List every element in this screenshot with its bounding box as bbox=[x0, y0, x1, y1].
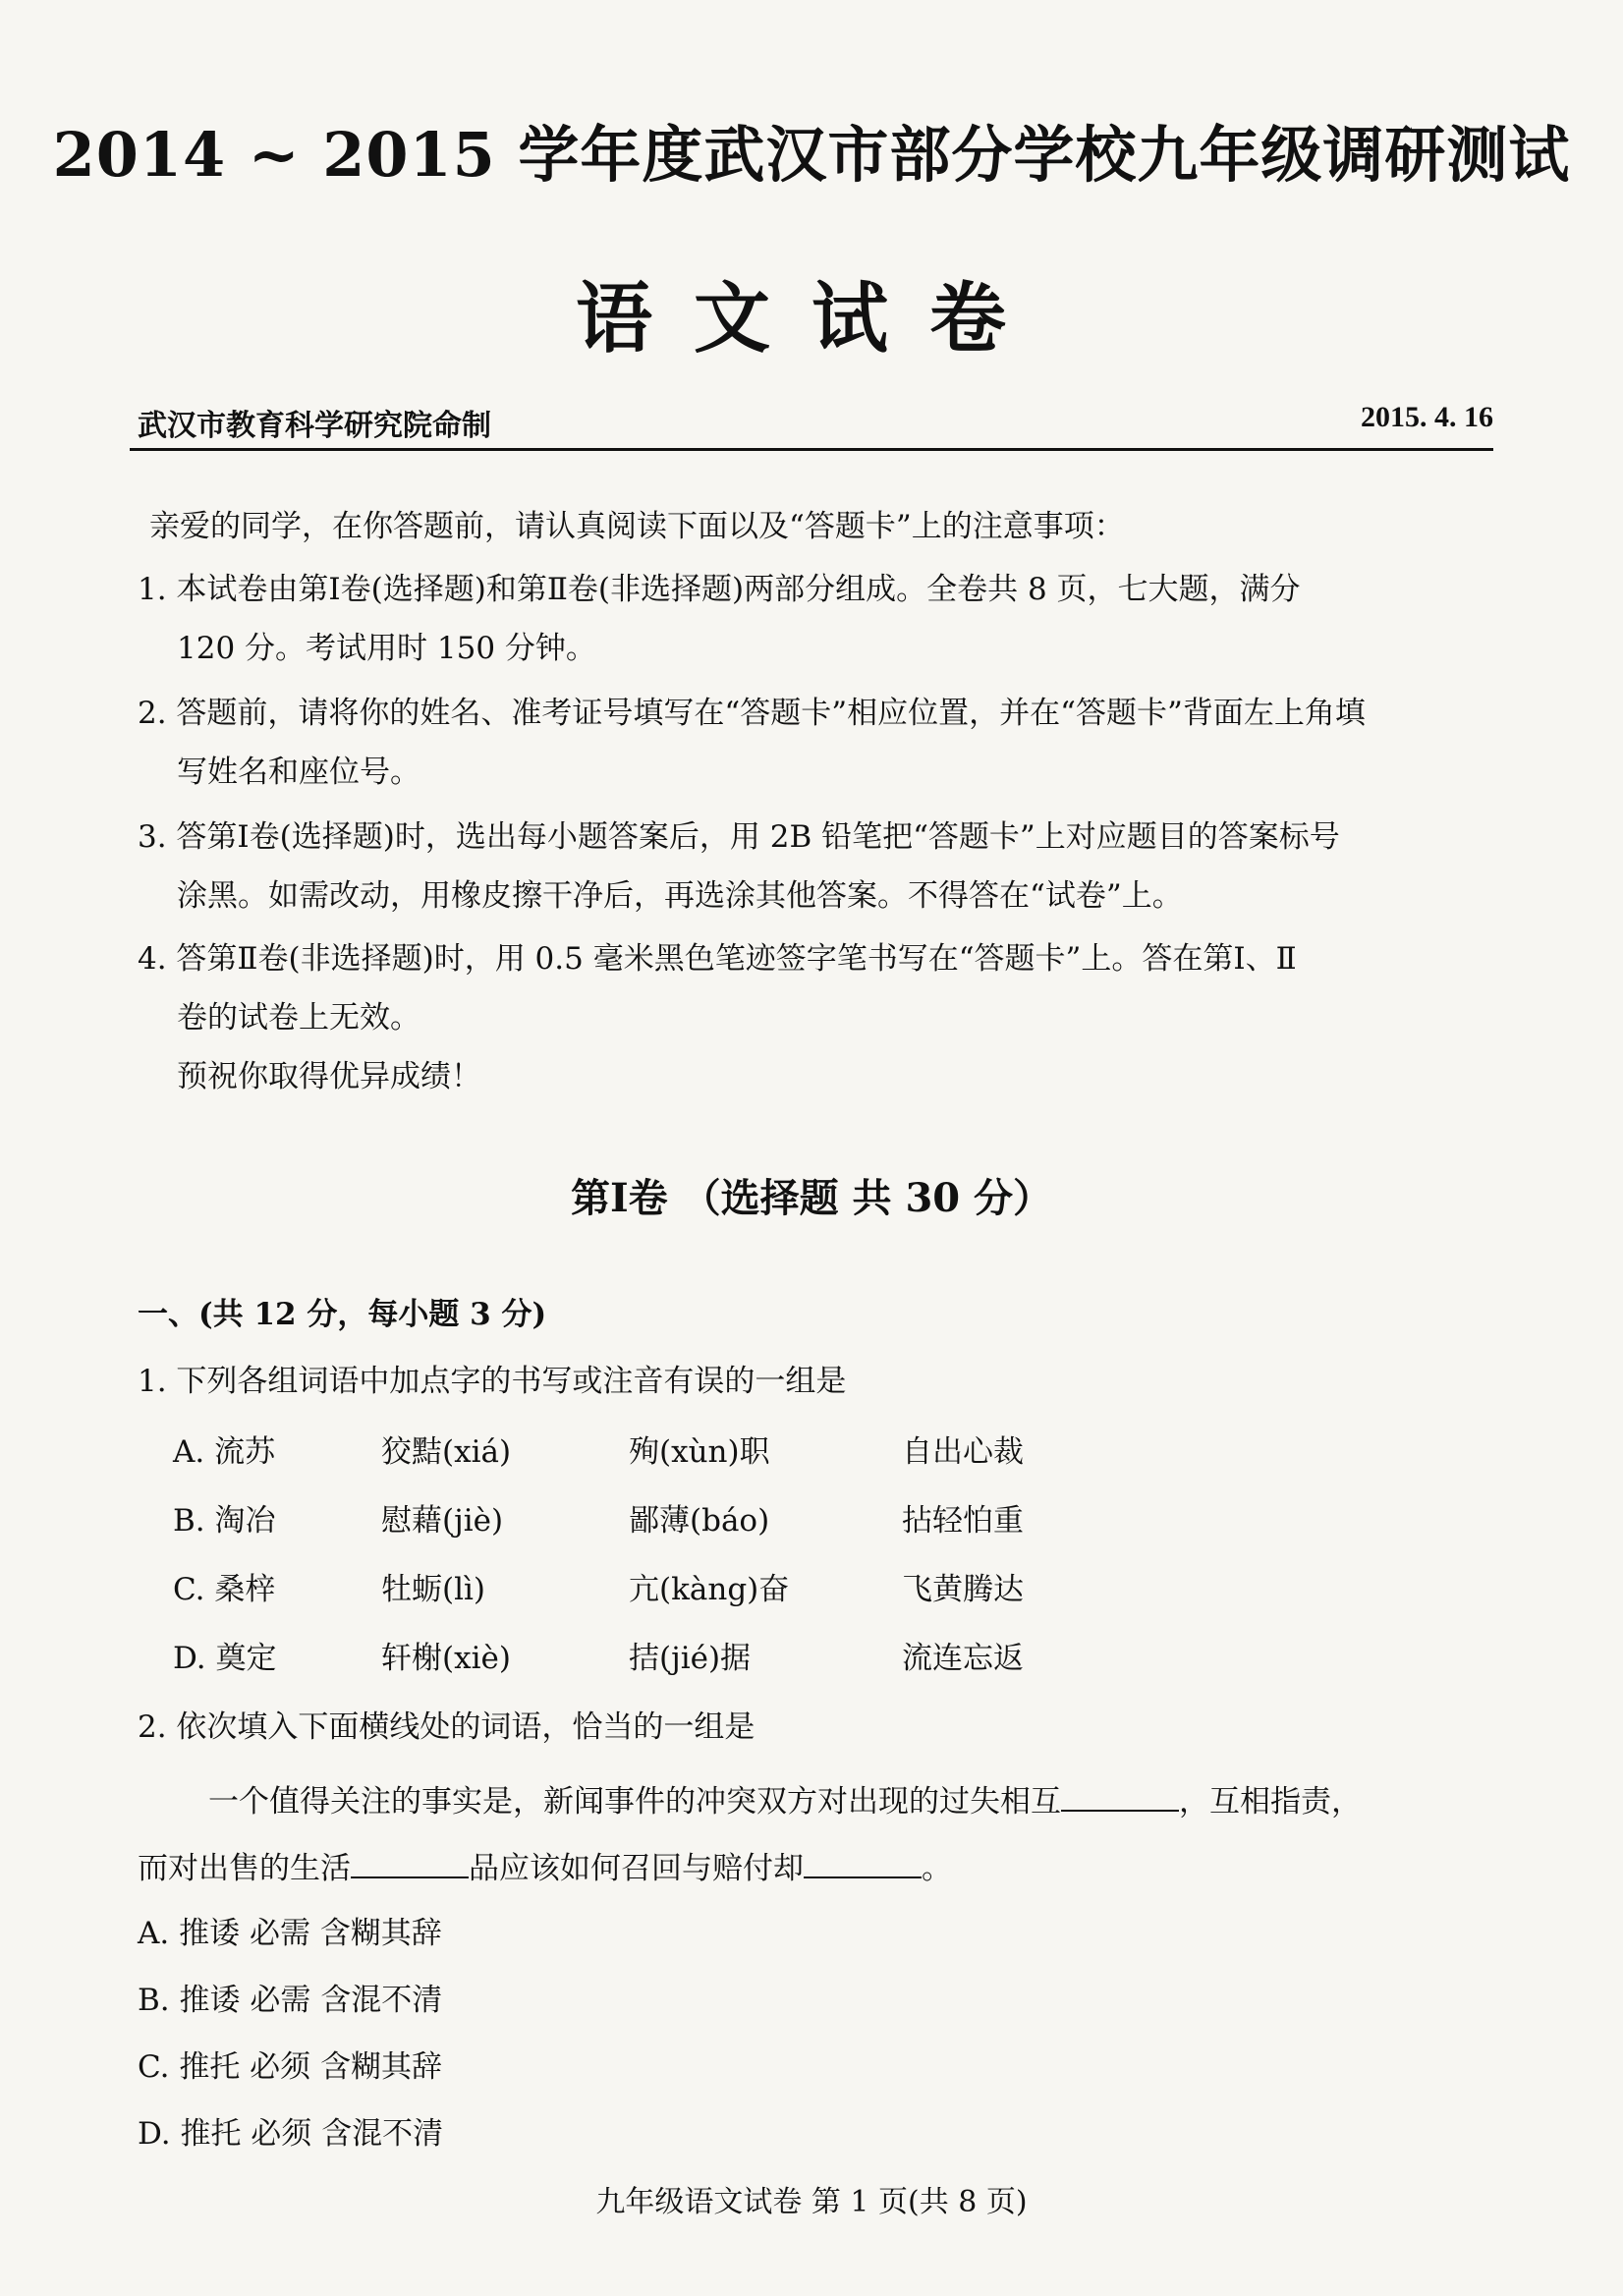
q1-d-col3: 拮(jié)据 bbox=[629, 1641, 752, 1676]
q1-a-col1: A. 流苏 bbox=[173, 1434, 276, 1470]
q1-b-col2: 慰藉(jiè) bbox=[381, 1503, 504, 1539]
q2-option-c: C. 推托 必须 含糊其辞 bbox=[138, 2049, 443, 2085]
instruction-1-line1: 1. 本试卷由第Ⅰ卷(选择题)和第Ⅱ卷(非选择题)两部分组成。全卷共 8 页，七大题，满分 bbox=[138, 572, 1301, 607]
q2-passage-line1 bbox=[208, 1784, 1362, 1820]
q2-option-b: B. 推诿 必需 含混不清 bbox=[138, 1983, 443, 2018]
q2-option-d: D. 推托 必须 含混不清 bbox=[138, 2116, 444, 2152]
q2-passage-line2 bbox=[138, 1851, 952, 1887]
instruction-3-line2: 涂黑。如需改动，用橡皮擦干净后，再选涂其他答案。不得答在“试卷”上。 bbox=[177, 878, 1183, 914]
section-heading: 第Ⅰ卷 （选择题 共 30 分） bbox=[570, 1175, 1053, 1221]
q1-d-col4: 流连忘返 bbox=[902, 1641, 1024, 1676]
publisher-text: 武汉市教育科学研究院命制 bbox=[138, 409, 491, 443]
q2-passage-a: 一个值得关注的事实是，新闻事件的冲突双方对出现的过失相互 bbox=[208, 1784, 1061, 1820]
part-heading: 一、(共 12 分，每小题 3 分) bbox=[138, 1297, 547, 1332]
q2-blank-3 bbox=[804, 1853, 922, 1878]
q2-blank-2 bbox=[351, 1853, 469, 1878]
q2-stem: 2. 依次填入下面横线处的词语，恰当的一组是 bbox=[138, 1709, 756, 1745]
instruction-2-line1: 2. 答题前，请将你的姓名、准考证号填写在“答题卡”相应位置，并在“答题卡”背面左上角填 bbox=[138, 696, 1366, 731]
instruction-4-line2: 卷的试卷上无效。 bbox=[177, 1000, 420, 1036]
instruction-4-line1: 4. 答第Ⅱ卷(非选择题)时，用 0.5 毫米黑色笔迹签字笔书写在“答题卡”上。答在第Ⅰ、Ⅱ bbox=[138, 941, 1297, 977]
q1-a-col4: 自出心裁 bbox=[902, 1434, 1024, 1470]
q1-b-col3: 鄙薄(báo) bbox=[629, 1503, 770, 1539]
q1-option-c bbox=[0, 1572, 1623, 1611]
q1-d-col2: 轩榭(xiè) bbox=[381, 1641, 511, 1676]
q2-blank-1 bbox=[1061, 1786, 1179, 1812]
q1-option-d bbox=[0, 1641, 1623, 1680]
exam-date: 2015. 4. 16 bbox=[1361, 401, 1493, 433]
instructions-intro: 亲爱的同学，在你答题前，请认真阅读下面以及“答题卡”上的注意事项： bbox=[149, 509, 1125, 544]
instruction-2-line2: 写姓名和座位号。 bbox=[177, 755, 420, 790]
q1-d-col1: D. 奠定 bbox=[173, 1641, 277, 1676]
q1-option-b bbox=[0, 1503, 1623, 1542]
exam-title: 2014 ~ 2015 学年度武汉市部分学校九年级调研测试 bbox=[52, 119, 1571, 191]
header-divider bbox=[130, 448, 1493, 451]
q1-stem: 1. 下列各组词语中加点字的书写或注音有误的一组是 bbox=[138, 1364, 847, 1399]
q2-option-a: A. 推诿 必需 含糊其辞 bbox=[138, 1916, 442, 1951]
closing-wish: 预祝你取得优异成绩！ bbox=[177, 1059, 481, 1094]
q2-passage-e: 。 bbox=[922, 1851, 952, 1886]
q2-passage-d: 品应该如何召回与赔付却 bbox=[469, 1851, 804, 1886]
q1-b-col1: B. 淘冶 bbox=[173, 1503, 276, 1539]
q1-c-col2: 牡蛎(lì) bbox=[381, 1572, 486, 1607]
instruction-3-line1: 3. 答第Ⅰ卷(选择题)时，选出每小题答案后，用 2B 铅笔把“答题卡”上对应题目的答案标号 bbox=[138, 819, 1340, 855]
instruction-1-line2: 120 分。考试用时 150 分钟。 bbox=[177, 631, 596, 666]
q1-c-col3: 亢(kàng)奋 bbox=[629, 1572, 790, 1607]
q1-c-col1: C. 桑梓 bbox=[173, 1572, 276, 1607]
q2-passage-b: ，互相指责， bbox=[1179, 1784, 1362, 1820]
q1-c-col4: 飞黄腾达 bbox=[902, 1572, 1024, 1607]
q1-option-a bbox=[0, 1434, 1623, 1474]
q2-passage-c: 而对出售的生活 bbox=[138, 1851, 351, 1886]
q1-a-col2: 狡黠(xiá) bbox=[381, 1434, 512, 1470]
q1-b-col4: 拈轻怕重 bbox=[902, 1503, 1024, 1539]
q1-a-col3: 殉(xùn)职 bbox=[629, 1434, 770, 1470]
page-footer: 九年级语文试卷 第 1 页(共 8 页) bbox=[595, 2185, 1028, 2219]
exam-subtitle: 语文试卷 bbox=[575, 274, 1047, 364]
